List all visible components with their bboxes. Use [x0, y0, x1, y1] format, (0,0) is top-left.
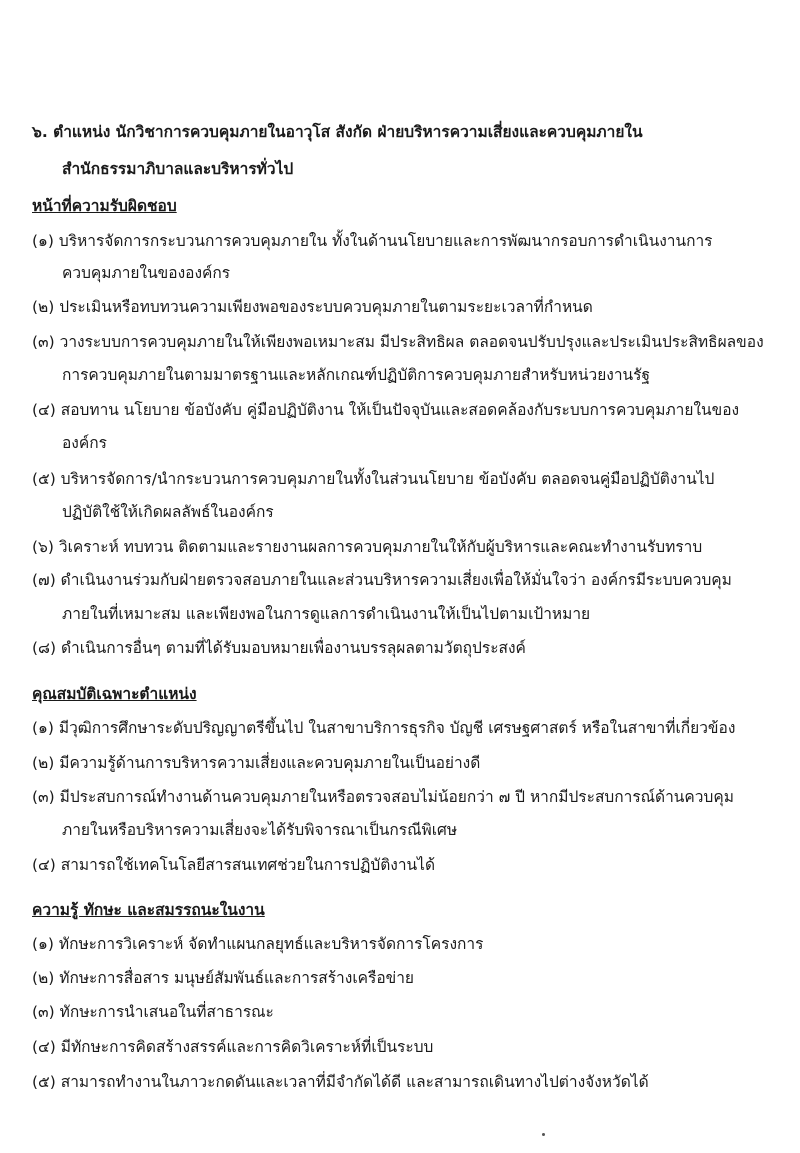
responsibility-item-cont: การควบคุมภายในตามมาตรฐานและหลักเกณฑ์ปฏิบัติการควบคุมภายสำหรับหน่วยงานรัฐ: [62, 366, 651, 384]
responsibility-item: (๖) วิเคราะห์ ทบทวน ติดตามและรายงานผลการควบคุมภายในให้กับผู้บริหารและคณะทำงานรับทราบ: [32, 538, 703, 556]
responsibility-item-cont: ภายในที่เหมาะสม และเพียงพอในการดูแลการดำเนินงานให้เป็นไปตามเป้าหมาย: [62, 605, 591, 623]
position-title-line-2: สำนักธรรมาภิบาลและบริหารทั่วไป: [62, 160, 294, 178]
skill-item: (๔) มีทักษะการคิดสร้างสรรค์และการคิดวิเคราะห์ที่เป็นระบบ: [32, 1038, 434, 1056]
qualification-item: (๑) มีวุฒิการศึกษาระดับปริญญาตรีขึ้นไป ในสาขาบริการธุรกิจ บัญชี เศรษฐศาสตร์ หรือในสาขาที่เกี่ยวข้อง: [32, 719, 736, 737]
qualification-item-cont: ภายในหรือบริหารความเสี่ยงจะได้รับพิจารณาเป็นกรณีพิเศษ: [62, 821, 458, 839]
position-title-line-1: ๖. ตำแหน่ง นักวิชาการควบคุมภายในอาวุโส สังกัด ฝ่ายบริหารความเสี่ยงและควบคุมภายใน: [32, 123, 643, 141]
responsibility-item: (๕) บริหารจัดการ/นำกระบวนการควบคุมภายในทั้งในส่วนนโยบาย ข้อบังคับ ตลอดจนคู่มือปฏิบัติงานไป: [32, 470, 715, 488]
responsibility-item-cont: ควบคุมภายในขององค์กร: [62, 264, 231, 282]
responsibility-item: (๗) ดำเนินงานร่วมกับฝ่ายตรวจสอบภายในและส่วนบริหารความเสี่ยงเพื่อให้มั่นใจว่า องค์กรมีระบบควบคุม: [32, 571, 732, 589]
responsibility-item: (๓) วางระบบการควบคุมภายในให้เพียงพอเหมาะสม มีประสิทธิผล ตลอดจนปรับปรุงและประเมินประสิทธิผลของ: [32, 333, 764, 351]
skill-item: (๒) ทักษะการสื่อสาร มนุษย์สัมพันธ์และการสร้างเครือข่าย: [32, 969, 415, 987]
skill-item: (๓) ทักษะการนำเสนอในที่สาธารณะ: [32, 1003, 274, 1021]
skill-item: (๑) ทักษะการวิเคราะห์ จัดทำแผนกลยุทธ์และบริหารจัดการโครงการ: [32, 935, 484, 953]
responsibilities-heading: หน้าที่ความรับผิดชอบ: [32, 197, 177, 215]
qualification-item: (๒) มีความรู้ด้านการบริหารความเสี่ยงและควบคุมภายในเป็นอย่างดี: [32, 754, 481, 772]
qualification-item: (๓) มีประสบการณ์ทำงานด้านควบคุมภายในหรือตรวจสอบไม่น้อยกว่า ๗ ปี หากมีประสบการณ์ด้านควบคุม: [32, 788, 734, 806]
responsibility-item-cont: องค์กร: [62, 434, 107, 452]
responsibility-item: (๔) สอบทาน นโยบาย ข้อบังคับ คู่มือปฏิบัติงาน ให้เป็นปัจจุบันและสอดคล้องกับระบบการควบคุมภายในของ: [32, 401, 740, 419]
responsibility-item: (๑) บริหารจัดการกระบวนการควบคุมภายใน ทั้งในด้านนโยบายและการพัฒนากรอบการดำเนินงานการ: [32, 232, 713, 250]
qualification-item: (๔) สามารถใช้เทคโนโลยีสารสนเทศช่วยในการปฏิบัติงานได้: [32, 856, 436, 874]
responsibility-item: (๒) ประเมินหรือทบทวนความเพียงพอของระบบควบคุมภายในตามระยะเวลาที่กำหนด: [32, 298, 593, 316]
skill-item: (๕) สามารถทำงานในภาวะกดดันและเวลาที่มีจำกัดได้ดี และสามารถเดินทางไปต่างจังหวัดได้: [32, 1073, 649, 1091]
qualifications-heading: คุณสมบัติเฉพาะตำแหน่ง: [32, 685, 197, 703]
responsibility-item: (๘) ดำเนินการอื่นๆ ตามที่ได้รับมอบหมายเพื่องานบรรลุผลตามวัตถุประสงค์: [32, 639, 526, 657]
scan-speck: [542, 1133, 545, 1136]
skills-heading: ความรู้ ทักษะ และสมรรถนะในงาน: [32, 901, 265, 919]
responsibility-item-cont: ปฏิบัติใช้ให้เกิดผลลัพธ์ในองค์กร: [62, 503, 274, 521]
